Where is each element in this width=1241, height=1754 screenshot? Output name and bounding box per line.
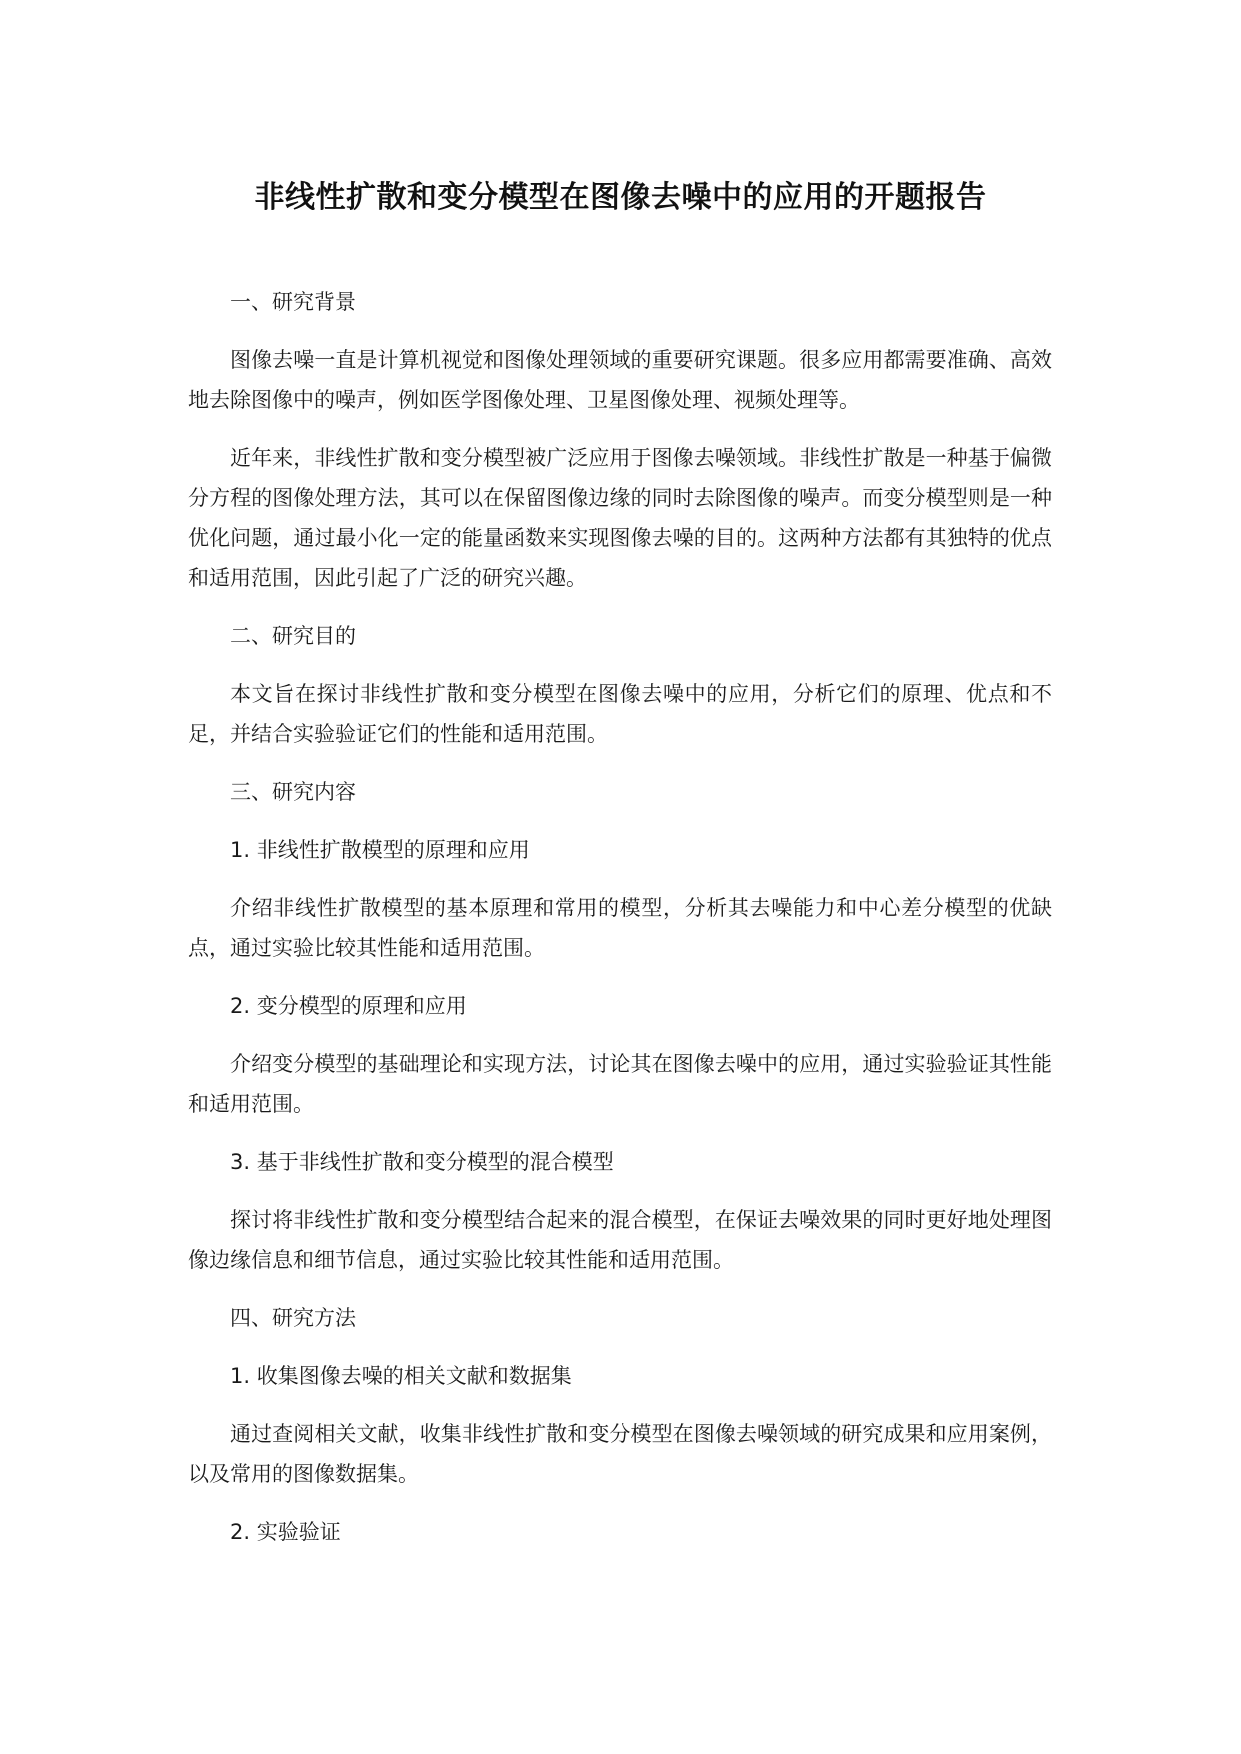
paragraph: 介绍变分模型的基础理论和实现方法，讨论其在图像去噪中的应用，通过实验验证其性能和适用范围。 — [188, 1052, 1052, 1116]
paragraph: 近年来，非线性扩散和变分模型被广泛应用于图像去噪领域。非线性扩散是一种基于偏微分方程的图像处理方法，其可以在保留图像边缘的同时去除图像的噪声。而变分模型则是一种优化问题，通过最小化一定的能量函数来实现图像去噪的目的。这两种方法都有其独特的优点和适用范围，因此引起了广泛的研究兴趣。 — [188, 446, 1052, 590]
document-title: 非线性扩散和变分模型在图像去噪中的应用的开题报告 — [254, 180, 987, 215]
document-body — [188, 282, 1052, 1570]
section-heading-method: 四、研究方法 — [230, 1306, 356, 1330]
subsection-heading: 3. 基于非线性扩散和变分模型的混合模型 — [230, 1150, 614, 1174]
section-heading-content: 三、研究内容 — [230, 780, 356, 804]
paragraph: 介绍非线性扩散模型的基本原理和常用的模型，分析其去噪能力和中心差分模型的优缺点，通过实验比较其性能和适用范围。 — [188, 896, 1052, 960]
paragraph: 通过查阅相关文献，收集非线性扩散和变分模型在图像去噪领域的研究成果和应用案例，以及常用的图像数据集。 — [188, 1422, 1052, 1486]
subsection-heading: 2. 变分模型的原理和应用 — [230, 994, 467, 1018]
paragraph: 本文旨在探讨非线性扩散和变分模型在图像去噪中的应用，分析它们的原理、优点和不足，并结合实验验证它们的性能和适用范围。 — [188, 682, 1052, 746]
subsection-heading: 1. 收集图像去噪的相关文献和数据集 — [230, 1364, 572, 1388]
subsection-heading: 2. 实验验证 — [230, 1520, 341, 1544]
paragraph: 探讨将非线性扩散和变分模型结合起来的混合模型，在保证去噪效果的同时更好地处理图像边缘信息和细节信息，通过实验比较其性能和适用范围。 — [188, 1208, 1052, 1272]
section-heading-background: 一、研究背景 — [230, 290, 356, 314]
section-heading-purpose: 二、研究目的 — [230, 624, 356, 648]
paragraph: 图像去噪一直是计算机视觉和图像处理领域的重要研究课题。很多应用都需要准确、高效地去除图像中的噪声，例如医学图像处理、卫星图像处理、视频处理等。 — [188, 348, 1052, 412]
subsection-heading: 1. 非线性扩散模型的原理和应用 — [230, 838, 530, 862]
